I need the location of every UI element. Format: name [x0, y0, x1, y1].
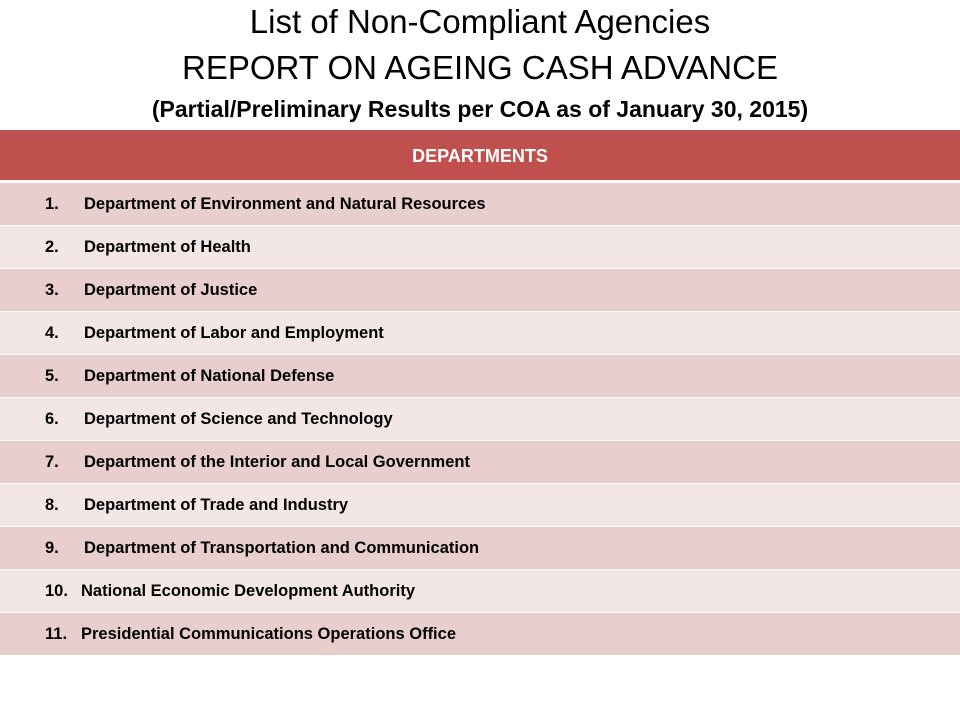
row-number: 3. — [45, 281, 59, 299]
agency-name: Department of Justice — [84, 281, 258, 299]
report-heading: REPORT ON AGEING CASH ADVANCE — [182, 49, 778, 86]
table-row — [0, 269, 960, 312]
agency-name: Department of Labor and Employment — [84, 324, 384, 342]
row-number: 10. — [45, 582, 68, 600]
table-row — [0, 527, 960, 570]
row-number: 1. — [45, 195, 59, 213]
agency-name: Department of National Defense — [84, 367, 335, 385]
row-number: 9. — [45, 539, 59, 557]
title-heading: List of Non-Compliant Agencies — [249, 3, 711, 40]
agency-name: Department of Transportation and Communication — [84, 539, 480, 557]
row-number: 6. — [45, 410, 59, 428]
agency-name: Department of the Interior and Local Government — [84, 453, 470, 471]
agency-name: Department of Science and Technology — [84, 410, 393, 428]
agency-name: Department of Environment and Natural Resources — [84, 195, 486, 213]
table-row — [0, 355, 960, 398]
agency-name: National Economic Development Authority — [81, 582, 416, 600]
agency-name: Department of Trade and Industry — [84, 496, 349, 514]
row-number: 2. — [45, 238, 59, 256]
table-row — [0, 398, 960, 441]
table-row — [0, 613, 960, 656]
report-subtitle: (Partial/Preliminary Results per COA as of January 30, 2015) — [151, 96, 809, 122]
table-row — [0, 570, 960, 613]
agency-name: Department of Health — [84, 238, 251, 256]
row-number: 4. — [45, 324, 59, 342]
table-row — [0, 226, 960, 269]
table-row — [0, 441, 960, 484]
table-row — [0, 183, 960, 226]
row-number: 7. — [45, 453, 59, 471]
row-number: 5. — [45, 367, 59, 385]
table-row — [0, 312, 960, 355]
table-header: DEPARTMENTS — [0, 130, 960, 183]
row-number: 11. — [45, 625, 68, 643]
row-number: 8. — [45, 496, 59, 514]
departments-table — [0, 130, 960, 656]
table-row — [0, 484, 960, 527]
agency-name: Presidential Communications Operations Office — [81, 625, 456, 643]
